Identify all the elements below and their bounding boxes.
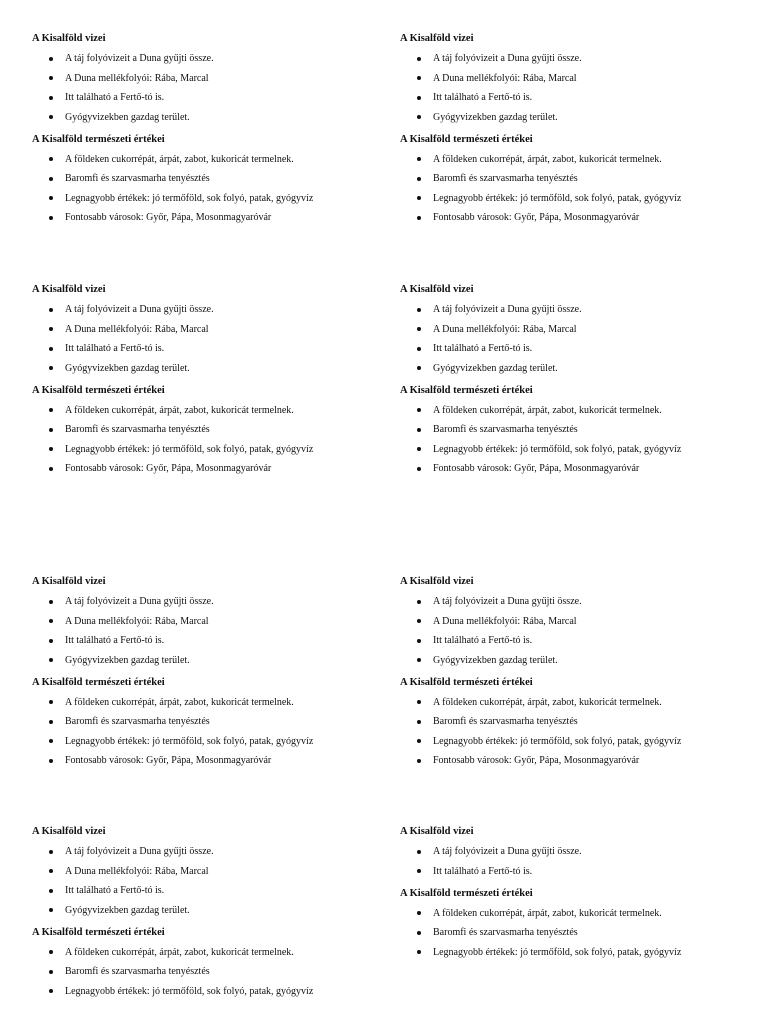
bullet-icon	[417, 931, 421, 935]
list-item	[400, 303, 760, 316]
bullet-icon	[417, 950, 421, 954]
list-item	[400, 907, 760, 920]
list-item	[400, 72, 760, 85]
list-item-text: Itt található a Fertő-tó is.	[65, 343, 165, 354]
waters-list	[32, 303, 392, 375]
list-item-text: Itt található a Fertő-tó is.	[433, 92, 533, 103]
list-item	[32, 884, 392, 897]
list-item	[400, 111, 760, 124]
waters-list	[400, 845, 760, 878]
list-item	[400, 735, 760, 748]
bullet-icon	[49, 76, 53, 80]
section-heading-values: A Kisalföld természeti értékei	[400, 384, 533, 396]
list-item	[400, 211, 760, 224]
list-item-text: Baromfi és szarvasmarha tenyésztés	[65, 173, 210, 184]
waters-list	[32, 845, 392, 917]
list-item-text: Fontosabb városok: Győr, Pápa, Mosonmagyaróvár	[65, 212, 272, 223]
list-item-text: Baromfi és szarvasmarha tenyésztés	[433, 716, 578, 727]
list-item-text: Gyógyvizekben gazdag terület.	[433, 654, 558, 666]
list-item-text: Gyógyvizekben gazdag terület.	[65, 111, 190, 123]
list-item	[32, 904, 392, 917]
list-item-text: Fontosabb városok: Győr, Pápa, Mosonmagyaróvár	[65, 755, 272, 766]
list-item-text: A Duna mellékfolyói: Rába, Marcal	[65, 615, 209, 627]
bullet-icon	[49, 759, 53, 763]
list-item-text: Legnagyobb értékek: jó termőföld, sok folyó, patak, gyógyvíz	[65, 985, 314, 997]
list-item-text: Legnagyobb értékek: jó termőföld, sok folyó, patak, gyógyvíz	[433, 443, 682, 455]
list-item	[400, 342, 760, 355]
bullet-icon	[49, 889, 53, 893]
bullet-icon	[417, 639, 421, 643]
bullet-icon	[417, 658, 421, 662]
list-item	[32, 111, 392, 124]
section-heading-waters: A Kisalföld vizei	[400, 284, 474, 295]
values-list	[400, 153, 760, 225]
list-item-text: Baromfi és szarvasmarha tenyésztés	[65, 716, 210, 727]
values-list	[32, 153, 392, 225]
values-list	[32, 696, 392, 768]
bullet-icon	[49, 720, 53, 724]
list-item	[32, 192, 392, 205]
bullet-icon	[49, 600, 53, 604]
list-item	[400, 715, 760, 728]
waters-list	[32, 595, 392, 667]
bullet-icon	[49, 428, 53, 432]
list-item	[400, 423, 760, 436]
list-item-text: A Duna mellékfolyói: Rába, Marcal	[65, 72, 209, 84]
list-item	[400, 153, 760, 166]
bullet-icon	[417, 308, 421, 312]
bullet-icon	[417, 366, 421, 370]
list-item	[400, 946, 760, 959]
values-list	[32, 946, 392, 998]
list-item-text: Baromfi és szarvasmarha tenyésztés	[433, 424, 578, 435]
list-item-text: Gyógyvizekben gazdag terület.	[433, 362, 558, 374]
list-item-text: A Duna mellékfolyói: Rába, Marcal	[433, 72, 577, 84]
list-item-text: A földeken cukorrépát, árpát, zabot, kukoricát termelnek.	[433, 153, 662, 165]
list-item-text: A táj folyóvizeit a Duna gyűjti össze.	[65, 53, 214, 64]
bullet-icon	[417, 739, 421, 743]
list-item	[400, 926, 760, 939]
bullet-icon	[49, 308, 53, 312]
list-item	[32, 946, 392, 959]
bullet-icon	[417, 428, 421, 432]
bullet-icon	[417, 57, 421, 61]
bullet-icon	[49, 639, 53, 643]
list-item	[400, 404, 760, 417]
list-item	[32, 323, 392, 336]
list-item-text: Baromfi és szarvasmarha tenyésztés	[433, 927, 578, 938]
values-list	[400, 404, 760, 476]
bullet-icon	[417, 700, 421, 704]
list-item-text: Legnagyobb értékek: jó termőföld, sok folyó, patak, gyógyvíz	[433, 946, 682, 958]
bullet-icon	[417, 157, 421, 161]
info-card	[32, 825, 392, 998]
section-heading-values: A Kisalföld természeti értékei	[400, 133, 533, 145]
list-item-text: A Duna mellékfolyói: Rába, Marcal	[433, 323, 577, 335]
list-item	[400, 52, 760, 65]
bullet-icon	[49, 700, 53, 704]
info-card	[32, 32, 392, 224]
bullet-icon	[417, 720, 421, 724]
bullet-icon	[49, 869, 53, 873]
section-heading-waters: A Kisalföld vizei	[400, 33, 474, 44]
list-item-text: Itt található a Fertő-tó is.	[433, 865, 533, 877]
list-item	[400, 865, 760, 878]
bullet-icon	[49, 658, 53, 662]
list-item	[400, 91, 760, 104]
waters-list	[400, 303, 760, 375]
list-item-text: Itt található a Fertő-tó is.	[65, 885, 165, 896]
list-item	[32, 211, 392, 224]
list-item	[400, 634, 760, 647]
list-item	[32, 153, 392, 166]
bullet-icon	[417, 869, 421, 873]
bullet-icon	[49, 96, 53, 100]
list-item	[32, 443, 392, 456]
list-item-text: A földeken cukorrépát, árpát, zabot, kukoricát termelnek.	[65, 153, 294, 165]
list-item-text: Baromfi és szarvasmarha tenyésztés	[433, 173, 578, 184]
list-item	[400, 595, 760, 608]
list-item	[400, 845, 760, 858]
list-item	[400, 172, 760, 185]
list-item-text: Fontosabb városok: Győr, Pápa, Mosonmagyaróvár	[65, 463, 272, 474]
list-item-text: A táj folyóvizeit a Duna gyűjti össze.	[433, 304, 582, 315]
section-heading-waters: A Kisalföld vizei	[400, 576, 474, 587]
bullet-icon	[417, 177, 421, 181]
list-item	[400, 362, 760, 375]
list-item	[32, 985, 392, 998]
bullet-icon	[417, 447, 421, 451]
section-heading-values: A Kisalföld természeti értékei	[400, 676, 533, 688]
list-item	[32, 404, 392, 417]
bullet-icon	[49, 57, 53, 61]
list-item	[400, 443, 760, 456]
bullet-icon	[49, 408, 53, 412]
bullet-icon	[417, 600, 421, 604]
list-item-text: Itt található a Fertő-tó is.	[433, 635, 533, 646]
waters-list	[400, 595, 760, 667]
list-item	[32, 342, 392, 355]
bullet-icon	[417, 467, 421, 471]
bullet-icon	[49, 908, 53, 912]
list-item-text: A földeken cukorrépát, árpát, zabot, kukoricát termelnek.	[433, 696, 662, 708]
bullet-icon	[49, 619, 53, 623]
info-card	[32, 283, 392, 475]
bullet-icon	[417, 619, 421, 623]
list-item	[32, 91, 392, 104]
list-item-text: A táj folyóvizeit a Duna gyűjti össze.	[433, 846, 582, 857]
list-item-text: Fontosabb városok: Győr, Pápa, Mosonmagyaróvár	[433, 463, 640, 474]
list-item	[32, 634, 392, 647]
list-item	[32, 172, 392, 185]
bullet-icon	[49, 850, 53, 854]
list-item	[32, 423, 392, 436]
section-heading-values: A Kisalföld természeti értékei	[32, 384, 165, 396]
bullet-icon	[417, 115, 421, 119]
bullet-icon	[417, 96, 421, 100]
list-item	[32, 595, 392, 608]
list-item-text: Gyógyvizekben gazdag terület.	[65, 362, 190, 374]
section-heading-waters: A Kisalföld vizei	[32, 576, 106, 587]
list-item	[32, 865, 392, 878]
list-item-text: A táj folyóvizeit a Duna gyűjti össze.	[65, 596, 214, 607]
list-item-text: A földeken cukorrépát, árpát, zabot, kukoricát termelnek.	[433, 404, 662, 416]
bullet-icon	[417, 911, 421, 915]
section-heading-values: A Kisalföld természeti értékei	[32, 133, 165, 145]
list-item	[400, 615, 760, 628]
values-list	[32, 404, 392, 476]
list-item-text: Baromfi és szarvasmarha tenyésztés	[65, 424, 210, 435]
list-item-text: A táj folyóvizeit a Duna gyűjti össze.	[433, 53, 582, 64]
values-list	[400, 907, 760, 959]
list-item-text: A földeken cukorrépát, árpát, zabot, kukoricát termelnek.	[65, 946, 294, 958]
list-item	[400, 754, 760, 767]
list-item-text: Legnagyobb értékek: jó termőföld, sok folyó, patak, gyógyvíz	[65, 735, 314, 747]
bullet-icon	[417, 759, 421, 763]
list-item-text: A földeken cukorrépát, árpát, zabot, kukoricát termelnek.	[65, 696, 294, 708]
list-item	[32, 462, 392, 475]
list-item-text: Legnagyobb értékek: jó termőföld, sok folyó, patak, gyógyvíz	[65, 443, 314, 455]
bullet-icon	[49, 327, 53, 331]
list-item-text: A Duna mellékfolyói: Rába, Marcal	[65, 323, 209, 335]
section-heading-values: A Kisalföld természeti értékei	[400, 887, 533, 899]
bullet-icon	[49, 950, 53, 954]
list-item	[32, 362, 392, 375]
list-item	[32, 754, 392, 767]
bullet-icon	[49, 739, 53, 743]
waters-list	[400, 52, 760, 124]
info-card	[400, 32, 760, 224]
bullet-icon	[49, 115, 53, 119]
list-item	[400, 462, 760, 475]
info-card	[400, 575, 760, 767]
section-heading-waters: A Kisalföld vizei	[32, 33, 106, 44]
bullet-icon	[49, 216, 53, 220]
list-item-text: Legnagyobb értékek: jó termőföld, sok folyó, patak, gyógyvíz	[433, 192, 682, 204]
bullet-icon	[49, 447, 53, 451]
list-item-text: Gyógyvizekben gazdag terület.	[65, 904, 190, 916]
list-item-text: Itt található a Fertő-tó is.	[65, 635, 165, 646]
list-item-text: Legnagyobb értékek: jó termőföld, sok folyó, patak, gyógyvíz	[65, 192, 314, 204]
bullet-icon	[417, 196, 421, 200]
list-item	[400, 696, 760, 709]
list-item	[32, 654, 392, 667]
bullet-icon	[49, 989, 53, 993]
bullet-icon	[417, 76, 421, 80]
bullet-icon	[49, 157, 53, 161]
list-item	[32, 696, 392, 709]
section-heading-values: A Kisalföld természeti értékei	[32, 926, 165, 938]
list-item-text: A táj folyóvizeit a Duna gyűjti össze.	[65, 304, 214, 315]
list-item	[32, 52, 392, 65]
bullet-icon	[49, 177, 53, 181]
bullet-icon	[49, 467, 53, 471]
list-item-text: Baromfi és szarvasmarha tenyésztés	[65, 966, 210, 977]
list-item-text: A Duna mellékfolyói: Rába, Marcal	[65, 865, 209, 877]
list-item	[32, 845, 392, 858]
list-item-text: Fontosabb városok: Győr, Pápa, Mosonmagyaróvár	[433, 212, 640, 223]
section-heading-waters: A Kisalföld vizei	[32, 826, 106, 837]
list-item-text: A földeken cukorrépát, árpát, zabot, kukoricát termelnek.	[65, 404, 294, 416]
bullet-icon	[49, 366, 53, 370]
list-item	[400, 192, 760, 205]
values-list	[400, 696, 760, 768]
list-item	[32, 715, 392, 728]
section-heading-waters: A Kisalföld vizei	[32, 284, 106, 295]
list-item	[32, 965, 392, 978]
list-item-text: Itt található a Fertő-tó is.	[433, 343, 533, 354]
bullet-icon	[417, 850, 421, 854]
list-item	[32, 72, 392, 85]
bullet-icon	[417, 216, 421, 220]
waters-list	[32, 52, 392, 124]
bullet-icon	[417, 347, 421, 351]
bullet-icon	[417, 408, 421, 412]
list-item-text: Gyógyvizekben gazdag terület.	[433, 111, 558, 123]
list-item	[400, 654, 760, 667]
bullet-icon	[417, 327, 421, 331]
info-card	[400, 283, 760, 475]
list-item-text: Itt található a Fertő-tó is.	[65, 92, 165, 103]
info-card	[400, 825, 760, 959]
list-item-text: A táj folyóvizeit a Duna gyűjti össze.	[433, 596, 582, 607]
bullet-icon	[49, 347, 53, 351]
list-item-text: Gyógyvizekben gazdag terület.	[65, 654, 190, 666]
bullet-icon	[49, 970, 53, 974]
list-item	[32, 615, 392, 628]
list-item	[400, 323, 760, 336]
list-item	[32, 735, 392, 748]
list-item-text: A táj folyóvizeit a Duna gyűjti össze.	[65, 846, 214, 857]
section-heading-values: A Kisalföld természeti értékei	[32, 676, 165, 688]
list-item-text: A Duna mellékfolyói: Rába, Marcal	[433, 615, 577, 627]
list-item	[32, 303, 392, 316]
list-item-text: Fontosabb városok: Győr, Pápa, Mosonmagyaróvár	[433, 755, 640, 766]
list-item-text: A földeken cukorrépát, árpát, zabot, kukoricát termelnek.	[433, 907, 662, 919]
section-heading-waters: A Kisalföld vizei	[400, 826, 474, 837]
info-card	[32, 575, 392, 767]
bullet-icon	[49, 196, 53, 200]
list-item-text: Legnagyobb értékek: jó termőföld, sok folyó, patak, gyógyvíz	[433, 735, 682, 747]
